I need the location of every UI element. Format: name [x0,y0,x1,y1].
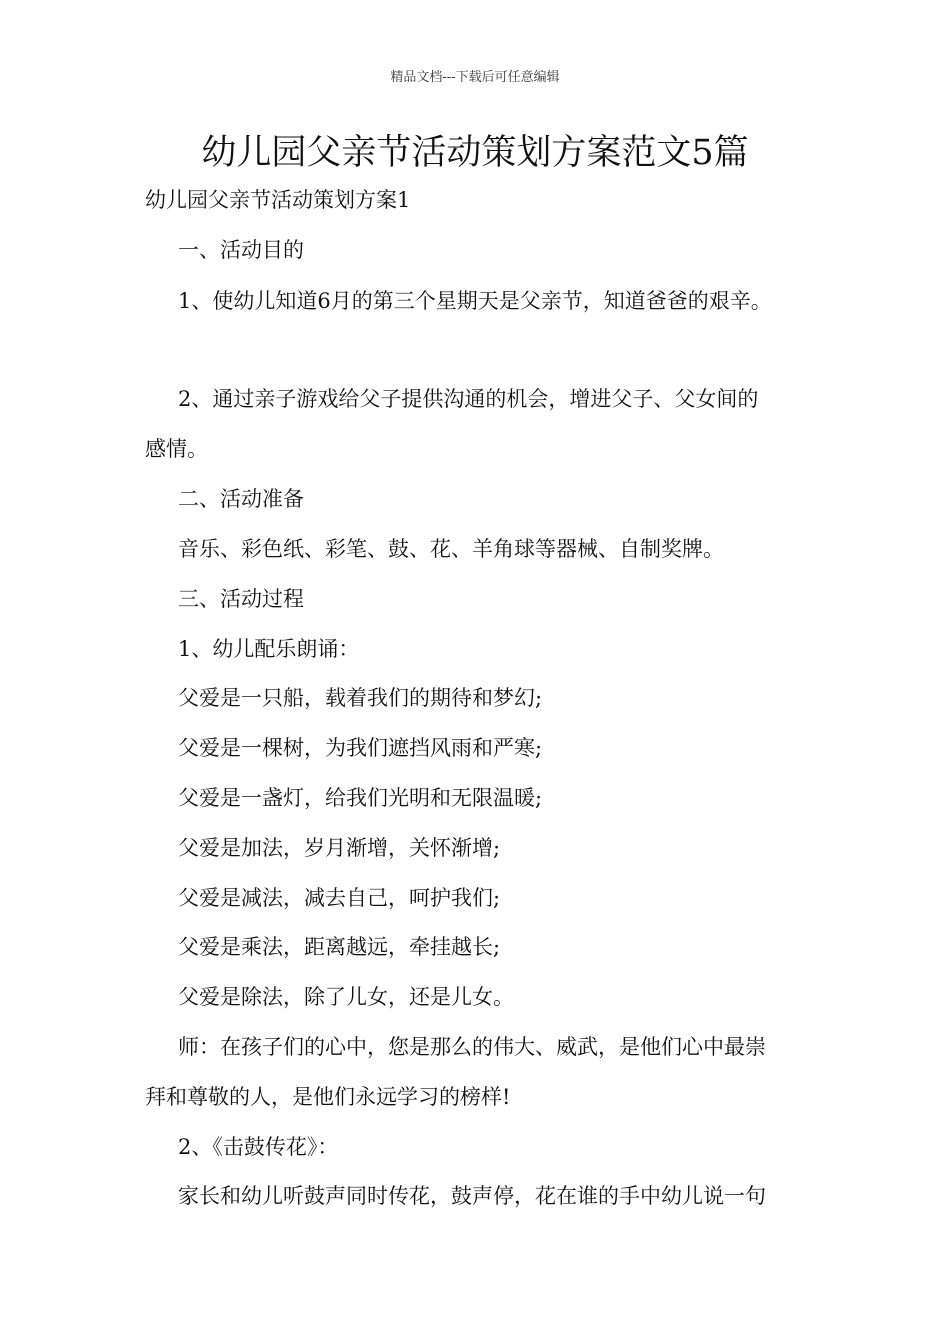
goal-item-2-line-2: 感情。 [145,437,208,461]
poem-line: 父爱是一棵树，为我们遮挡风雨和严寒; [178,736,543,760]
poem-line: 父爱是减法，减去自己，呵护我们; [178,886,501,910]
poem-line: 父爱是乘法，距离越远，牵挂越长; [178,935,501,959]
document-title: 幼儿园父亲节活动策划方案范文5篇 [201,133,749,173]
plan-subtitle: 幼儿园父亲节活动策划方案1 [145,188,411,212]
poem-line: 父爱是一盏灯，给我们光明和无限温暖; [178,786,543,810]
goal-item-1: 1、使幼儿知道6月的第三个星期天是父亲节，知道爸爸的艰辛。 [178,289,772,313]
step-1: 1、幼儿配乐朗诵： [178,637,360,661]
goal-item-2-line-1: 2、通过亲子游戏给父子提供沟通的机会，增进父子、父女间的 [178,387,759,411]
teacher-remark-line-2: 拜和尊敬的人，是他们永远学习的榜样! [145,1085,511,1109]
header-note: 精品文档---下载后可任意编辑 [390,70,560,85]
step-2-description: 家长和幼儿听鼓声同时传花，鼓声停，花在谁的手中幼儿说一句 [178,1184,766,1208]
poem-line: 父爱是一只船，载着我们的期待和梦幻; [178,686,543,710]
step-2: 2、《击鼓传花》： [178,1135,339,1159]
goal-heading: 一、活动目的 [178,238,304,262]
poem-line: 父爱是除法，除了儿女，还是儿女。 [178,985,514,1009]
poem-line: 父爱是加法，岁月渐增，关怀渐增; [178,836,501,860]
prep-items: 音乐、彩色纸、彩笔、鼓、花、羊角球等器械、自制奖牌。 [178,537,724,561]
teacher-remark-line-1: 师：在孩子们的心中，您是那么的伟大、威武，是他们心中最崇 [178,1035,766,1059]
prep-heading: 二、活动准备 [178,487,304,511]
process-heading: 三、活动过程 [178,587,304,611]
